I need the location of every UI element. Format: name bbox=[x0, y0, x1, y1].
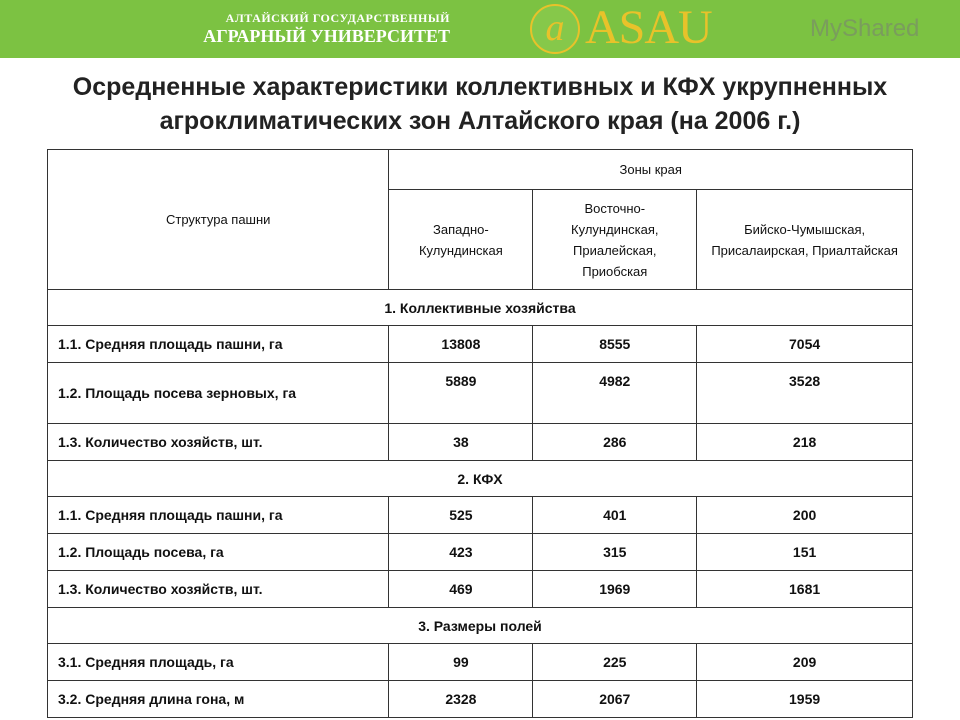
cell-value: 401 bbox=[533, 497, 697, 534]
table-row bbox=[48, 497, 913, 534]
cell-value: 286 bbox=[533, 424, 697, 461]
watermark: MyShared bbox=[810, 15, 920, 42]
cell-value: 2328 bbox=[389, 681, 533, 718]
cell-value: 151 bbox=[697, 534, 913, 571]
column-header: Бийско-Чумышская, Присалаирская, Приалтайская bbox=[697, 190, 913, 290]
cell-value: 469 bbox=[389, 571, 533, 608]
university-seal-logo: а bbox=[530, 4, 580, 54]
row-label: 1.3. Количество хозяйств, шт. bbox=[48, 424, 389, 461]
table-row bbox=[48, 644, 913, 681]
university-name bbox=[120, 12, 450, 45]
table-row bbox=[48, 534, 913, 571]
university-line1: АЛТАЙСКИЙ ГОСУДАРСТВЕННЫЙ bbox=[225, 11, 450, 25]
university-line2: АГРАРНЫЙ УНИВЕРСИТЕТ bbox=[203, 26, 450, 46]
section-row bbox=[48, 290, 913, 326]
table-row bbox=[48, 326, 913, 363]
column-header: Восточно-Кулундинская, Приалейская, Приобская bbox=[533, 190, 697, 290]
row-label: 3.2. Средняя длина гона, м bbox=[48, 681, 389, 718]
row-header: Структура пашни bbox=[48, 150, 389, 290]
data-table bbox=[47, 149, 913, 718]
cell-value: 1681 bbox=[697, 571, 913, 608]
row-label: 1.2. Площадь посева, га bbox=[48, 534, 389, 571]
section-title: 2. КФХ bbox=[48, 461, 913, 497]
group-header: Зоны края bbox=[389, 150, 913, 190]
row-label: 1.2. Площадь посева зерновых, га bbox=[48, 363, 389, 424]
cell-value: 99 bbox=[389, 644, 533, 681]
slide-title bbox=[0, 70, 960, 138]
cell-value: 423 bbox=[389, 534, 533, 571]
title-line1: Осредненные характеристики коллективных и КФХ укрупненных bbox=[72, 73, 888, 101]
table-row bbox=[48, 571, 913, 608]
cell-value: 209 bbox=[697, 644, 913, 681]
cell-value: 525 bbox=[389, 497, 533, 534]
row-label: 3.1. Средняя площадь, га bbox=[48, 644, 389, 681]
cell-value: 315 bbox=[533, 534, 697, 571]
section-row bbox=[48, 461, 913, 497]
section-title: 1. Коллективные хозяйства bbox=[48, 290, 913, 326]
cell-value: 8555 bbox=[533, 326, 697, 363]
row-label: 1.3. Количество хозяйств, шт. bbox=[48, 571, 389, 608]
table-row bbox=[48, 424, 913, 461]
cell-value: 200 bbox=[697, 497, 913, 534]
cell-value: 38 bbox=[389, 424, 533, 461]
cell-value: 1959 bbox=[697, 681, 913, 718]
cell-value: 218 bbox=[697, 424, 913, 461]
row-label: 1.1. Средняя площадь пашни, га bbox=[48, 497, 389, 534]
cell-value: 3528 bbox=[697, 363, 913, 424]
asau-logo: ASAU bbox=[585, 1, 712, 54]
title-line2: агроклиматических зон Алтайского края (на 2006 г.) bbox=[159, 107, 801, 135]
cell-value: 5889 bbox=[389, 363, 533, 424]
cell-value: 13808 bbox=[389, 326, 533, 363]
cell-value: 2067 bbox=[533, 681, 697, 718]
cell-value: 7054 bbox=[697, 326, 913, 363]
section-title: 3. Размеры полей bbox=[48, 608, 913, 644]
table-row bbox=[48, 681, 913, 718]
cell-value: 1969 bbox=[533, 571, 697, 608]
cell-value: 4982 bbox=[533, 363, 697, 424]
row-label: 1.1. Средняя площадь пашни, га bbox=[48, 326, 389, 363]
section-row bbox=[48, 608, 913, 644]
cell-value: 225 bbox=[533, 644, 697, 681]
column-header: Западно-Кулундинская bbox=[389, 190, 533, 290]
table-row bbox=[48, 363, 913, 424]
